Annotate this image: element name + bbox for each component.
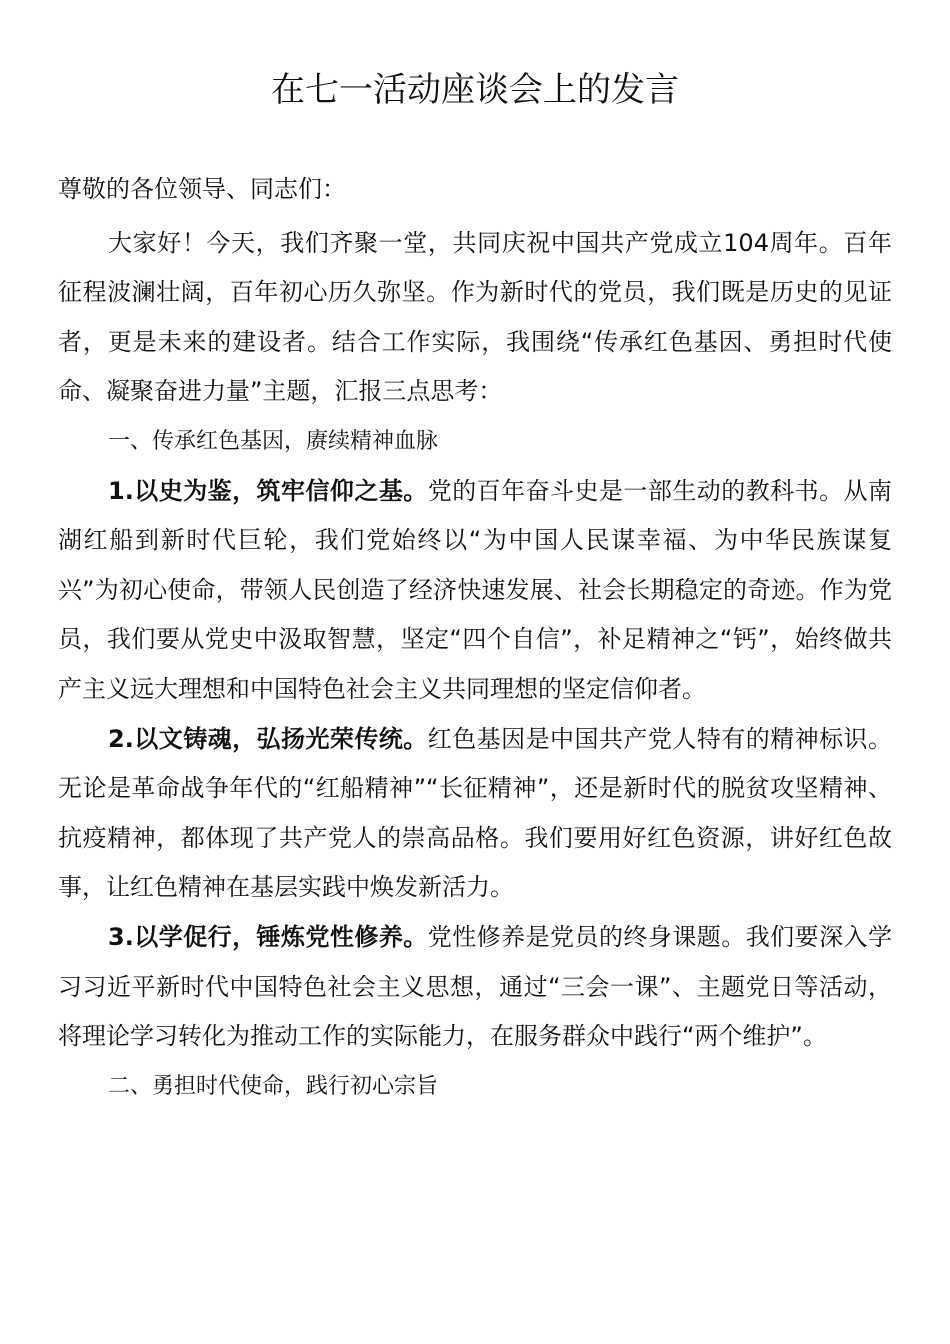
point-paragraph-3 [58,913,892,1062]
point-lead-3: 3.以学促行，锤炼党性修养。 [108,922,428,951]
point-text-3: 党性修养是党员的终身课题。我们要深入学习习近平新时代中国特色社会主义思想，通过“三会一课”、主题党日等活动，将理论学习转化为推动工作的实际能力，在服务群众中践行“两个维护”。 [58,922,892,1051]
point-text-2: 红色基因是中国共产党人特有的精神标识。无论是革命战争年代的“红船精神”“长征精神”，还是新时代的脱贫攻坚精神、抗疫精神，都体现了共产党人的崇高品格。我们要用好红色资源，讲好红色故事，让红色精神在基层实践中焕发新活力。 [58,724,892,902]
section-heading-1: 一、传承红色基因，赓续精神血脉 [108,428,439,454]
point-paragraph-1 [58,467,892,715]
section-heading-2: 二、勇担时代使命，践行初心宗旨 [108,1073,439,1099]
intro-paragraph: 大家好！今天，我们齐聚一堂，共同庆祝中国共产党成立104周年。百年征程波澜壮阔，百年初心历久弥坚。作为新时代的党员，我们既是历史的见证者，更是未来的建设者。结合工作实际，我围绕“传承红色基因、勇担时代使命、凝聚奋进力量”主题，汇报三点思考： [58,228,892,406]
salutation: 尊敬的各位领导、同志们： [58,175,346,203]
document-body [58,165,892,1111]
point-text-1: 党的百年奋斗史是一部生动的教科书。从南湖红船到新时代巨轮，我们党始终以“为中国人民谋幸福、为中华民族谋复兴”为初心使命，带领人民创造了经济快速发展、社会长期稳定的奇迹。作为党员，我们要从党史中汲取智慧，坚定“四个自信”，补足精神之“钙”，始终做共产主义远大理想和中国特色社会主义共同理想的坚定信仰者。 [58,476,892,703]
point-lead-2: 2.以文铸魂，弘扬光荣传统。 [108,724,428,753]
document-title: 在七一活动座谈会上的发言 [271,70,679,110]
point-paragraph-2 [58,715,892,913]
point-lead-1: 1.以史为鉴，筑牢信仰之基。 [108,476,428,505]
